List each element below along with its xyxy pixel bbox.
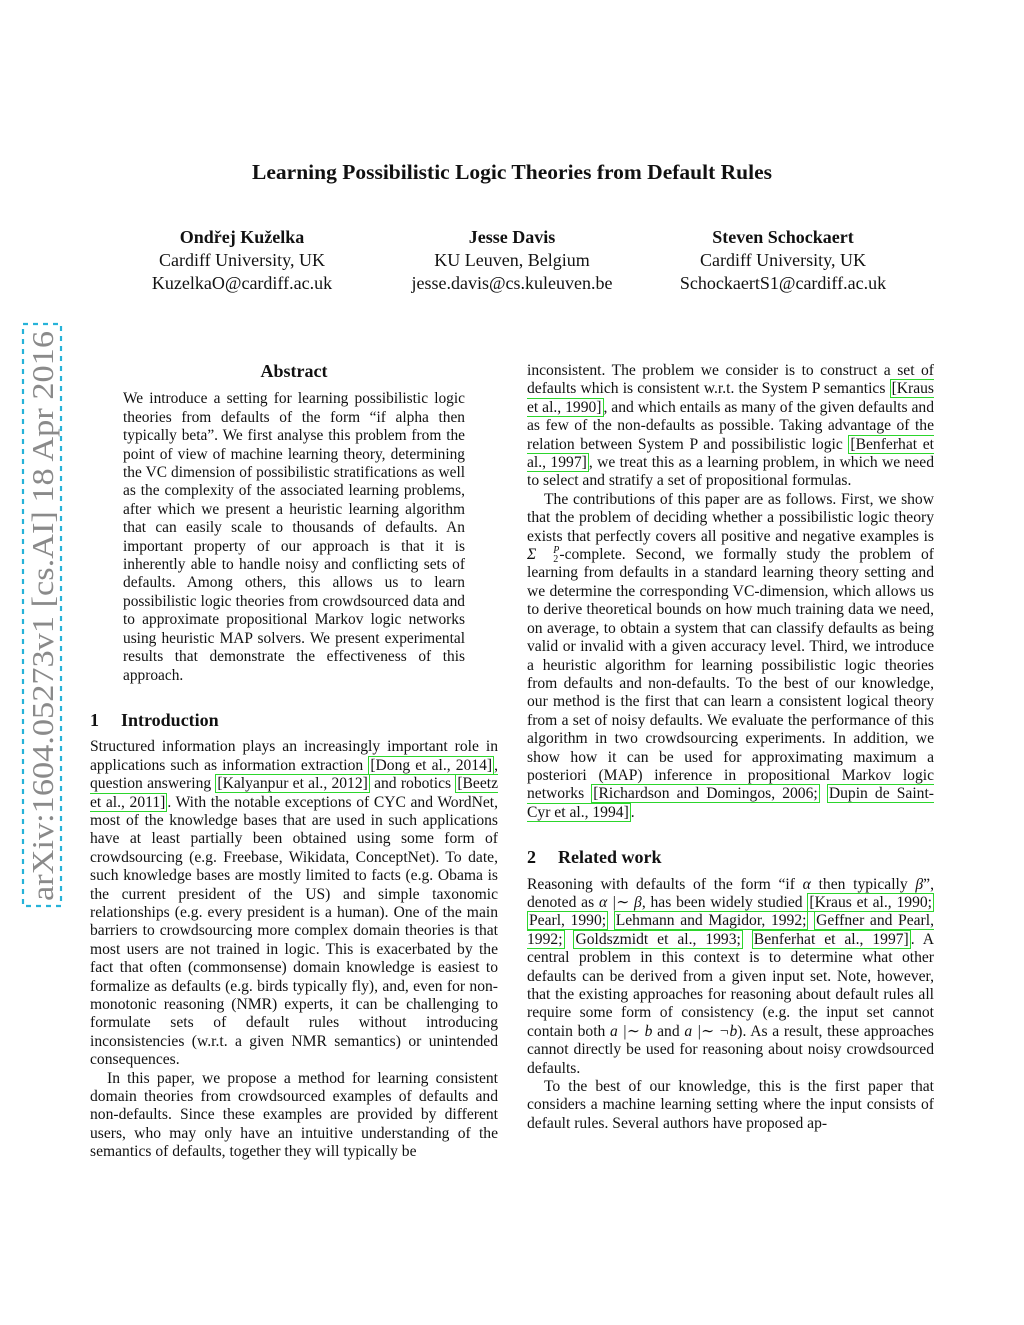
text-run: . [630, 803, 635, 821]
author-email: jesse.davis@cs.kuleuven.be [411, 273, 613, 293]
author-name: Steven Schockaert [712, 227, 854, 247]
citation-link[interactable]: [Richardson and Domingos, 2006; [593, 785, 818, 803]
author-email: KuzelkaO@cardiff.ac.uk [151, 273, 333, 293]
section-number: 2 [527, 847, 536, 868]
text-run: . With the notable exceptions of CYC and WordNet, most of the knowledge bases that are used in such applications have at least partially been obtained using some form of crowdsourcing (e.g. Freebase, Wikidata, ConceptNet). To date, such knowledge bases are mostly limited to facts (e.g. Obama is the current president of the US) and simple taxonomic relationships (e.g. every president is a human). One of the main barriers to crowdsourcing more complex domain theories is that most users are not trained in logic. This is exacerbated by the fact that often (commonsense) domain knowledge is easiest to formalize as defaults (e.g. birds typically fly), and, even for non-monotonic reasoning (NMR) experts, it can be challenging to formulate sets of default rules without introducing inconsistencies (w.r.t. a given NMR semantics) or unintended consequences. [90, 793, 499, 1069]
citation-link[interactable]: Pearl, 1990; [529, 912, 607, 930]
section-title: Introduction [121, 709, 219, 730]
math-expression: a |∼ ¬b [684, 1022, 738, 1040]
author-affiliation: Cardiff University, UK [700, 250, 866, 270]
right-column [527, 362, 934, 1133]
related-work-paragraph-2: To the best of our knowledge, this is the first paper that considers a machine learning setting where the input consists of default rules. Several authors have proposed ap- [527, 1078, 934, 1132]
intro-paragraph-2: In this paper, we propose a method for learning consistent domain theories from crowdsourced examples of defaults and non-defaults. Since these examples are provided by different users, who may only have an intuitive understanding of the semantics of defaults, together they will typically be [90, 1069, 498, 1161]
math-expression: a |∼ b [610, 1022, 653, 1040]
math-symbol: α [802, 875, 811, 893]
section-title: Related work [558, 847, 662, 868]
related-work-paragraph-1 [527, 876, 934, 1078]
text-run: , question answering [90, 756, 498, 793]
author-block [112, 226, 372, 295]
section-heading-related-work [527, 848, 934, 866]
section-number: 1 [90, 709, 99, 730]
citation-link[interactable]: Benferhat et al., 1997] [753, 930, 909, 948]
citation-link[interactable]: Goldszmidt et al., 1993; [575, 930, 741, 948]
math-symbol: Σ [527, 546, 537, 564]
contributions-paragraph [527, 491, 934, 822]
text-run: . A central problem in this context is to determine what other defaults can be derived from a given input set. Note, however, that the existing approaches for reasoning about default rules all require some form of consistency (e.g. the input set cannot contain both [527, 930, 934, 1040]
citation-link[interactable]: [Beetz et al., 2011] [90, 775, 499, 811]
text-run: ”, denoted as [527, 875, 934, 911]
author-affiliation: Cardiff University, UK [159, 250, 325, 270]
citation-link[interactable]: [Dong et al., 2014] [370, 756, 493, 774]
arxiv-stamp-graphic [20, 322, 64, 908]
intro-paragraph-1 [90, 738, 498, 1069]
section-heading-introduction [90, 711, 498, 729]
math-symbol: β [915, 875, 924, 893]
citation-link[interactable]: Dupin de Saint-Cyr et al., 1994] [527, 785, 935, 821]
text-run: The contributions of this paper are as follows. First, we show that the problem of deciding whether a possibilistic logic theory exists that perfectly covers all positive and negative examples is [527, 490, 934, 545]
paper-title: Learning Possibilistic Logic Theories from Default Rules [252, 160, 772, 184]
text-run: and robotics [369, 775, 456, 793]
author-block [653, 226, 913, 295]
author-name: Ondřej Kuželka [179, 227, 305, 247]
citation-link[interactable]: [Kraus et al., 1990; [809, 893, 932, 911]
abstract-text: We introduce a setting for learning possibilistic logic theories from defaults of the form “if alpha then typically beta”. We first analyse this problem from the point of view of machine learning theory, determining the VC dimension of possibilistic stratifications as well as the complexity of the associated learning problems, after which we present a heuristic learning algorithm that can easily scale to thousands of defaults. An important property of our approach is that it is inherently able to handle noisy and conflicting sets of defaults. Among others, this allows us to learn possibilistic logic theories from crowdsourced data and to approximate propositional Markov logic networks using heuristic MAP solvers. We present experimental results that demonstrate the effectiveness of this approach. [123, 390, 465, 684]
citation-link[interactable]: [Kalyanpur et al., 2012] [217, 775, 368, 793]
text-run: -complete. Second, we formally study the problem of learning from defaults in a standard learning theory setting and we determine the corresponding VC-dimension, which allows us to derive theoretical bounds on how much training data we need, on average, to obtain a system that can classify defaults as being valid or invalid with a given accuracy level. Third, we introduce a heuristic algorithm for learning possibilistic logic theories from defaults and non-defaults. To the best of our knowledge, our method is the first that can learn a consistent logical theory from a set of noisy defaults. We evaluate the performance of this algorithm in two crowdsourcing experiments. In addition, we show how it can be used for approximating maximum a posteriori (MAP) inference in propositional Markov logic networks [527, 546, 934, 803]
math-subscript: 2 [553, 554, 559, 566]
math-superscript: P [553, 545, 560, 557]
arxiv-stamp [20, 322, 64, 908]
arxiv-stamp-text: arXiv:1604.05273v1 [cs.AI] 18 Apr 2016 [25, 386, 60, 901]
author-email: SchockaertS1@cardiff.ac.uk [679, 273, 887, 293]
text-run: then typically [810, 875, 916, 893]
text-run: and [652, 1022, 685, 1040]
text-run: , has been widely studied [641, 893, 808, 911]
left-column [90, 362, 498, 1162]
text-run: Structured information plays an increasingly important role in applications such as information extraction [90, 738, 498, 774]
citation-link[interactable]: [Kraus et al., 1990] [527, 380, 934, 416]
text-run: Reasoning with defaults of the form “if [527, 875, 803, 893]
author-affiliation: KU Leuven, Belgium [434, 250, 590, 270]
author-block [382, 226, 642, 295]
text-run: ). As a result, these approaches cannot directly be used for reasoning about noisy crowdsourced defaults. [527, 1022, 934, 1077]
citation-link[interactable]: Lehmann and Magidor, 1992; [615, 912, 807, 930]
abstract-heading: Abstract [260, 361, 328, 381]
text-run: inconsistent. The problem we consider is to construct a set of defaults which is consistent w.r.t. the System P semantics [527, 362, 934, 398]
intro-paragraph-3 [527, 362, 934, 491]
complexity-class [527, 545, 560, 566]
author-name: Jesse Davis [468, 227, 556, 247]
citation-link[interactable]: Geffner and Pearl, 1992; [527, 912, 934, 948]
citation-link[interactable]: [Benferhat et al., 1997] [527, 435, 935, 472]
math-expression: α |∼ β [598, 893, 642, 911]
text-run: , we treat this as a learning problem, in which we need to select and stratify a set of propositional formulas. [527, 454, 934, 490]
text-run: , and which entails as many of the given defaults and as few of the non-defaults as possible. Taking advantage of the relation between System P and possibilistic logic [527, 398, 934, 453]
